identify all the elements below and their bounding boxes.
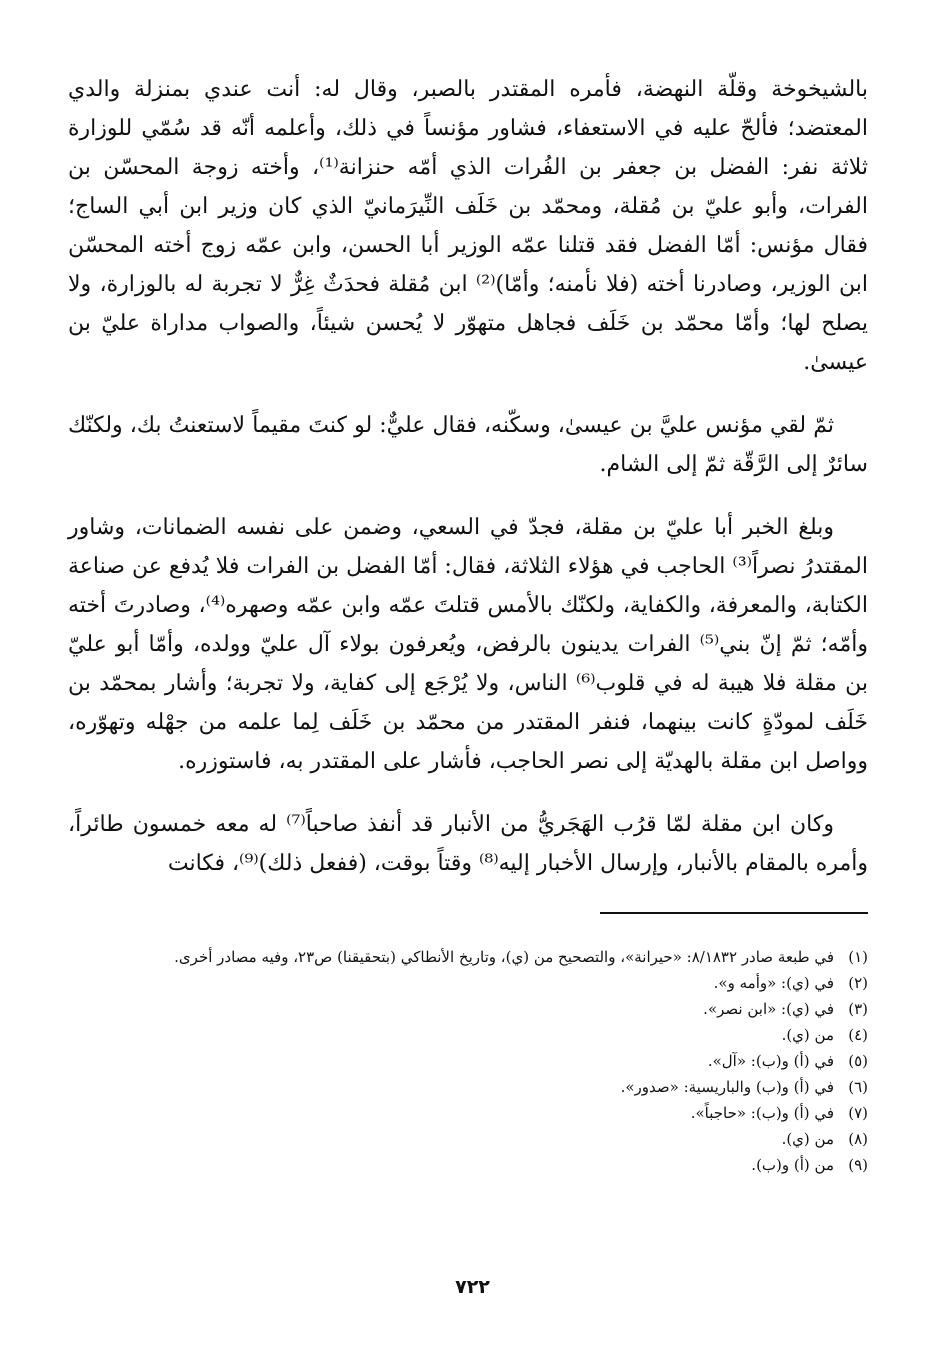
footnote-number: (٢) [848,974,868,992]
footnote-6 [68,1074,868,1100]
footnote-number: (٦) [848,1078,868,1096]
footnote-2 [68,970,868,996]
footnote-text: من (ي). [781,1130,834,1148]
footnote-9 [68,1152,868,1178]
footnote-text: من (أ) و(ب). [751,1156,834,1174]
footnotes [68,944,868,1178]
footnote-text: في (ي): «وأمه و». [713,974,834,992]
footnote-number: (٧) [848,1104,868,1122]
paragraph-1: بالشيخوخة وقلّة النهضة، فأمره المقتدر بالصبر، وقال له: أنت عندي بمنزلة والدي المعتضد؛ فألحّ عليه في الاستعفاء، فشاور مؤنساً في ذلك، وأعلمه أنّه قد سُمّي للوزارة ثلاثة نفر: الفضل بن جعفر بن الفُرات الذي أمّه حنزانة⁽¹⁾، وأخته زوجة المحسّن بن الفرات، وأبو عليّ بن مُقلة، ومحمّد بن خَلَف النِّيرَمانيّ الذي كان وزير ابن أبي الساج؛ فقال مؤنس: أمّا الفضل فقد قتلنا عمّه الوزير أبا الحسن، وابن عمّه زوج أخته المحسّن ابن الوزير، وصادرنا أخته (فلا نأمنه؛ وأمّا)⁽²⁾ ابن مُقلة فحدَثٌ غِرٌّ لا تجربة له بالوزارة، ولا يصلح لها؛ وأمّا محمّد بن خَلَف فجاهل متهوّر لا يُحسن شيئاً، والصواب مداراة عليّ بن عيسىٰ. [68,77,868,375]
footnote-8 [68,1126,868,1152]
footnote-7 [68,1100,868,1126]
paragraph-2: ثمّ لقي مؤنس عليَّ بن عيسىٰ، وسكّنه، فقال عليٌّ: لو كنتَ مقيماً لاستعنتُ بك، ولكنّك سائرٌ إلى الرَّقّة ثمّ إلى الشام. [68,413,868,477]
footnote-1 [68,944,868,970]
footnote-4 [68,1022,868,1048]
footnote-divider [600,912,868,914]
page-number: ٧٢٢ [455,1276,490,1298]
footnote-5 [68,1048,868,1074]
footnote-text: في (ي): «ابن نصر». [703,1000,834,1018]
footnote-number: (٤) [848,1026,868,1044]
footnote-number: (٣) [848,1000,868,1018]
footnote-text: في (أ) و(ب): «آل». [707,1052,834,1070]
footnote-text: في طبعة صادر ٨/١٨٣٢: «حيرانة»، والتصحيح من (ي)، وتاريخ الأنطاكي (بتحقيقنا) ص٢٣، وفيه مصادر أخرى. [174,948,834,966]
footnote-number: (٩) [848,1156,868,1174]
paragraph-3: وبلغ الخبر أبا عليّ بن مقلة، فجدّ في السعي، وضمن على نفسه الضمانات، وشاور المقتدرُ نصراً⁽³⁾ الحاجب في هؤلاء الثلاثة، فقال: أمّا الفضل بن الفرات فلا يُدفع عن صناعة الكتابة، والمعرفة، والكفاية، ولكنّك بالأمس قتلتَ عمّه وابن عمّه وصهره⁽⁴⁾، وصادرتَ أخته وأمّه؛ ثمّ إنّ بني⁽⁵⁾ الفرات يدينون بالرفض، ويُعرفون بولاء آل عليّ وولده، وأمّا أبو عليّ بن مقلة فلا هيبة له في قلوب⁽⁶⁾ الناس، ولا يُرْجَع إلى كفاية، ولا تجربة؛ وأشار بمحمّد بن خَلَف لمودّةٍ كانت بينهما، فنفر المقتدر من محمّد بن خَلَف لِما علمه من جهْله وتهوّره، وواصل ابن مقلة بالهديّة إلى نصر الحاجب، فأشار على المقتدر به، فاستوزره. [68,515,868,774]
footnote-number: (٨) [848,1130,868,1148]
footnote-text: في (أ) و(ب): «حاجباً». [690,1104,834,1122]
footnote-3 [68,996,868,1022]
footnote-number: (١) [848,948,868,966]
footnote-text: في (أ) و(ب) والباريسية: «صدور». [620,1078,834,1096]
footnote-number: (٥) [848,1052,868,1070]
paragraph-4: وكان ابن مقلة لمّا قرُب الهَجَريُّ من الأنبار قد أنفذ صاحباً⁽⁷⁾ له معه خمسون طائراً، وأمره بالمقام بالأنبار، وإرسال الأخبار إليه⁽⁸⁾ وقتاً بوقت، (ففعل ذلك)⁽⁹⁾، فكانت [68,812,868,876]
footnote-text: من (ي). [781,1026,834,1044]
